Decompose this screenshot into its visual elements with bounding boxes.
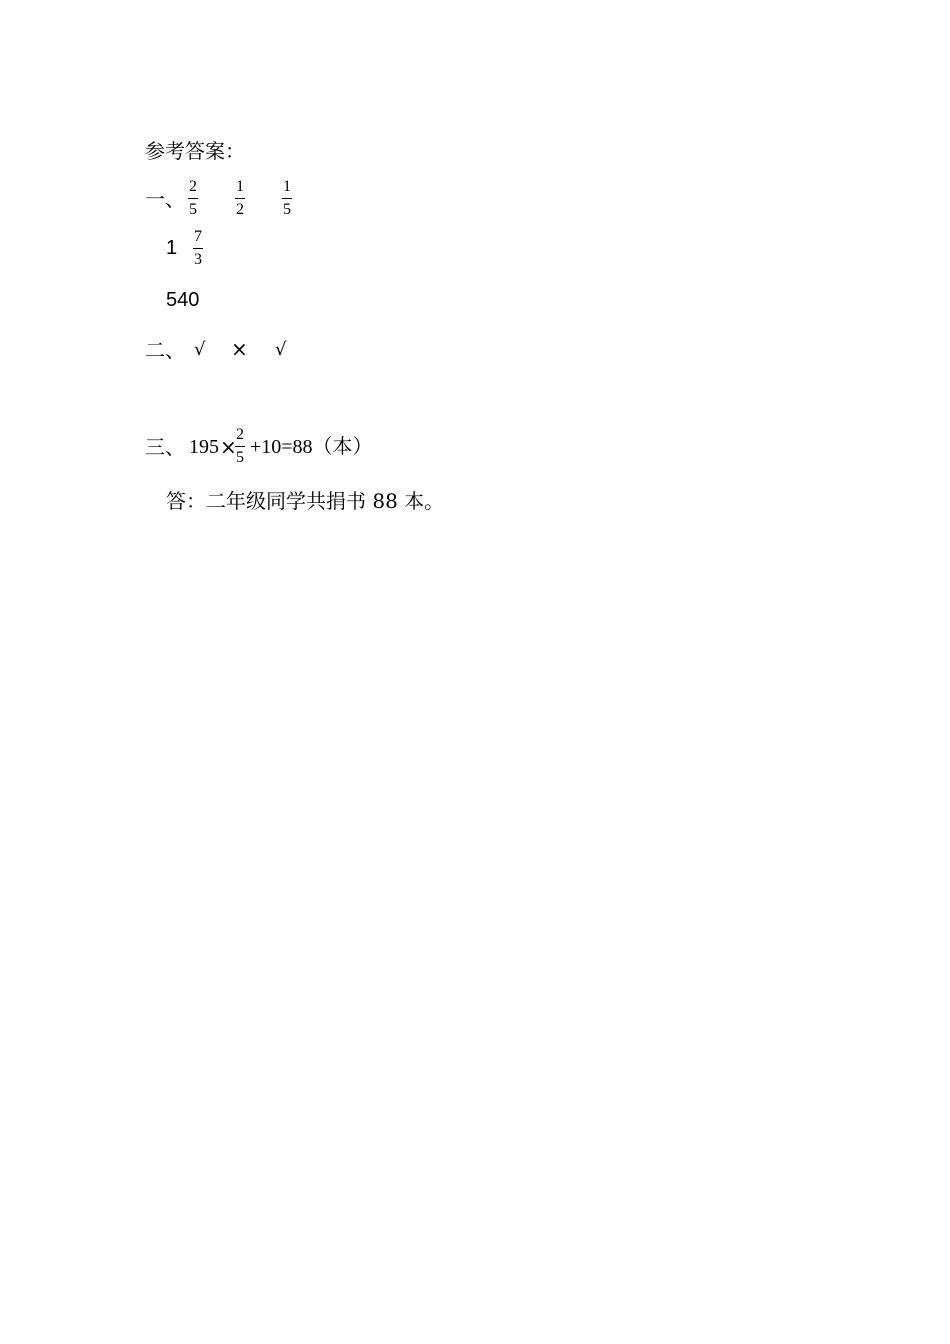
fraction-numerator: 1 <box>282 178 292 199</box>
fraction-denominator: 3 <box>194 251 202 268</box>
section-1-line-3: 540 <box>166 289 200 311</box>
section-3-label: 三、 <box>145 435 185 459</box>
section-1-fraction-2 <box>235 178 245 219</box>
section-3-fraction <box>235 426 245 467</box>
section-3-answer: 答：二年级同学共捐书 88 本。 <box>166 489 445 513</box>
fraction-denominator: 2 <box>236 201 244 218</box>
fraction-numerator: 2 <box>188 178 198 199</box>
fraction-numerator: 7 <box>193 228 203 249</box>
fraction-numerator: 2 <box>235 426 245 447</box>
section-1-fraction-3 <box>282 178 292 219</box>
answer-key-title: 参考答案： <box>145 139 245 163</box>
fraction-denominator: 5 <box>189 201 197 218</box>
section-1-line-2-integer: 1 <box>166 237 178 259</box>
section-3-expression-end: +10=88（本） <box>250 436 373 458</box>
section-2-label: 二、 <box>145 338 185 362</box>
section-1-line-2-fraction <box>193 228 203 269</box>
cross-mark: × <box>231 337 248 361</box>
check-mark-1: √ <box>194 339 206 360</box>
fraction-denominator: 5 <box>236 449 244 466</box>
fraction-denominator: 5 <box>283 201 291 218</box>
section-3-expression-start: 195 <box>189 436 219 458</box>
section-1-label: 一、 <box>145 187 185 211</box>
fraction-numerator: 1 <box>235 178 245 199</box>
section-1-fraction-1 <box>188 178 198 219</box>
multiply-sign: × <box>220 435 237 459</box>
check-mark-2: √ <box>275 339 287 360</box>
